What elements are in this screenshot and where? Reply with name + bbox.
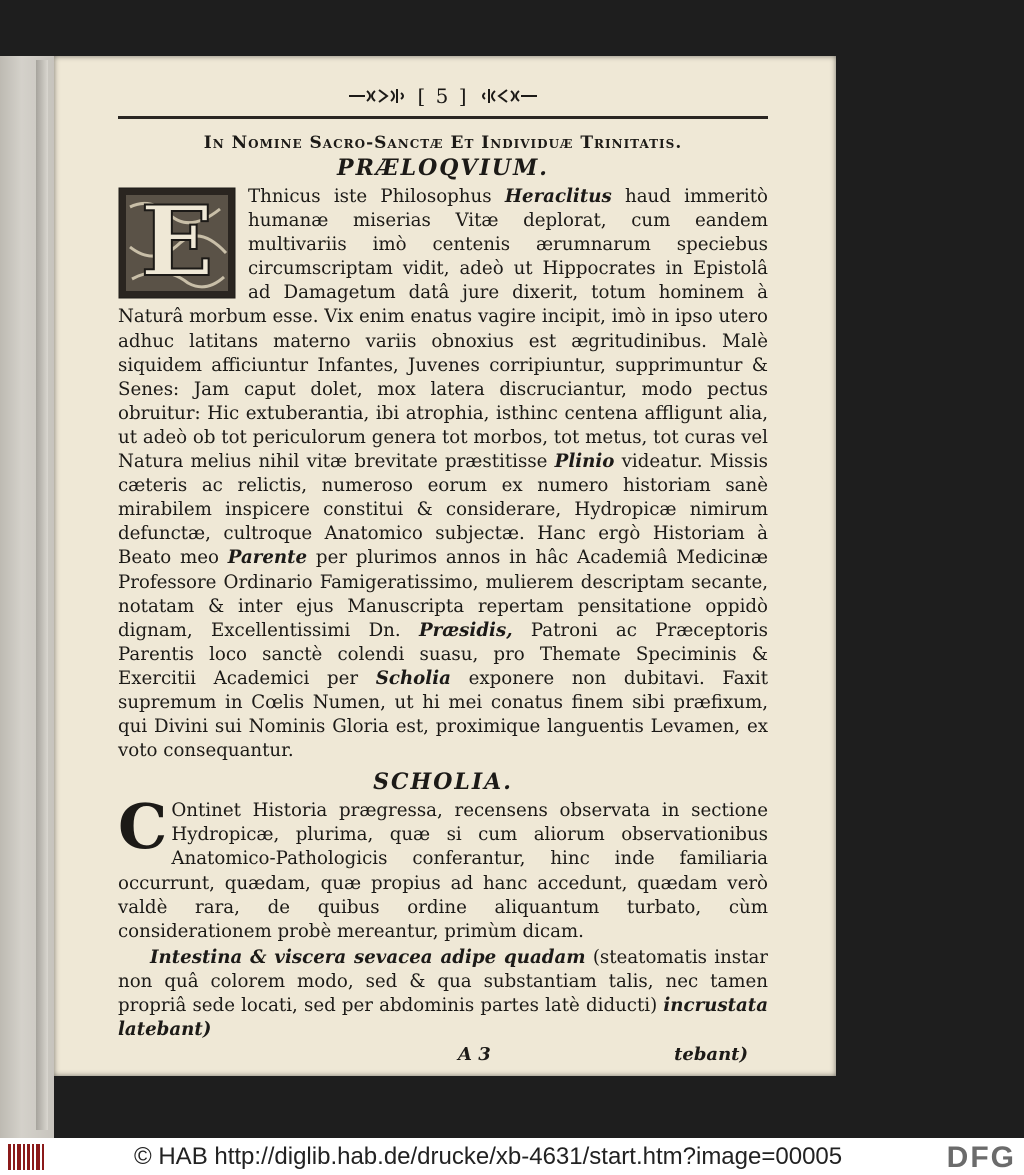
section-title-scholia: SCHOLIA. (373, 769, 513, 796)
initial-c: C (118, 790, 168, 864)
catchline (118, 1042, 768, 1065)
ornament-left-icon (347, 85, 407, 107)
decorated-initial-e-icon (118, 187, 236, 299)
intestina-paragraph (118, 946, 768, 1042)
praeloquium-paragraph (118, 185, 768, 763)
book-page (54, 56, 836, 1076)
ornament-right-icon (479, 85, 539, 107)
hab-barcode-logo-icon (4, 1138, 64, 1175)
copyright-url[interactable]: © HAB http://diglib.hab.de/drucke/xb-4631/start.htm?image=00005 (134, 1142, 843, 1170)
catchword: tebant) (674, 1044, 748, 1066)
signature-mark: A 3 (458, 1044, 491, 1066)
italic-phrase: Intestina & viscera sevacea adipe quadam (150, 946, 586, 968)
text-run: per plurimos annos in hâc Academiâ Medicinæ Professore Ordinario Famigeratissimo, mulierem descriptam secante, notatam & inter ejus Manuscripta repertam pensitatione oppidò dignam, Excellentissimi Dn. (118, 547, 768, 641)
page-number: [ 5 ] (417, 84, 469, 108)
section-title-praeloquium: PRÆLOQVIUM. (337, 155, 549, 181)
text-run: (steatomatis instar non quâ colorem modo, sed & qua substantiam talis, nec tamen propriâ sede locati, sed per abdominis partes latè diducti) (118, 946, 768, 1016)
text-run: Patroni ac Præceptoris Parentis loco sanctè colendi suasu, pro Themate Speciminis & Exercitii Academici per (118, 619, 768, 689)
text-run: Thnicus iste Philosophus (248, 186, 505, 207)
dfg-logo: DFG (946, 1141, 1016, 1174)
text-run: exponere non dubitavi. Faxit supremum in Cœlis Numen, ut hi mei conatus finem sibi præfixum, qui Divini sui Nominis Gloria est, proximique languentis Levamen, ex voto consequantur. (118, 667, 769, 762)
word-parente: Parente (227, 547, 308, 569)
page-content (118, 80, 768, 1065)
text-run: haud immeritò humanæ miserias Vitæ deplorat, cum eandem multivariis imò centenis ærumnarum speciebus circumscriptam vidit, adeò ut Hippocrates in Epistolâ ad Damagetum datâ jure dixerit, totum hominem à Naturâ morbum esse. Vix enim enatus vagire incipit, imò in ipso utero adhuc latitans materno variis obnoxius est ægritudinibus. Malè siquidem afficiuntur Infantes, Juvenes corripiuntur, supprimuntur & Senes: Jam caput dolet, mox latera discruciantur, modo pectus obruitur: Hic extuberantia, ibi atrophia, isthinc centena affligunt alia, ut adeò ob tot periculorum genera tot morbos, tot metus, tot curas vel Natura melius nihil vitæ brevitate præstitisse (118, 186, 768, 473)
italic-phrase: incrustata latebant) (118, 995, 768, 1041)
scholia-paragraph (118, 790, 768, 944)
word-praesidis: Præsidis, (418, 619, 513, 641)
dedication-line: In Nomine Sacro-Sanctæ Et Individuæ Trinitatis. (203, 133, 683, 153)
header-rule (118, 116, 768, 119)
name-plinio: Plinio (554, 451, 615, 473)
footer-bar (0, 1138, 1024, 1175)
page-header (118, 80, 768, 112)
text-run: Ontinet Historia prægressa, recensens observata in sectione Hydropicæ, plurima, quæ si cum aliorum observationibus Anatomico-Pathologicis conferantur, hinc inde familiaria occurrunt, quædam, quæ propius ad hanc accedunt, quædam verò valdè rara, de quibus ordine aliquantum turbato, cùm considerationem probè mereantur, primùm dicam. (118, 800, 768, 942)
text-run: videatur. Missis cæteris ac relictis, numeroso eorum ex numero historiam sanè mirabilem inspicere constitui & considerare, Hydropicæ nimirum defunctæ, cultroque Anatomico subjectæ. Hanc ergò Historiam à Beato meo (118, 451, 768, 569)
svg-text:E: E (140, 187, 214, 298)
word-scholia: Scholia (375, 667, 451, 689)
page-spine-edge (36, 60, 48, 1130)
name-heraclitus: Heraclitus (504, 186, 612, 207)
